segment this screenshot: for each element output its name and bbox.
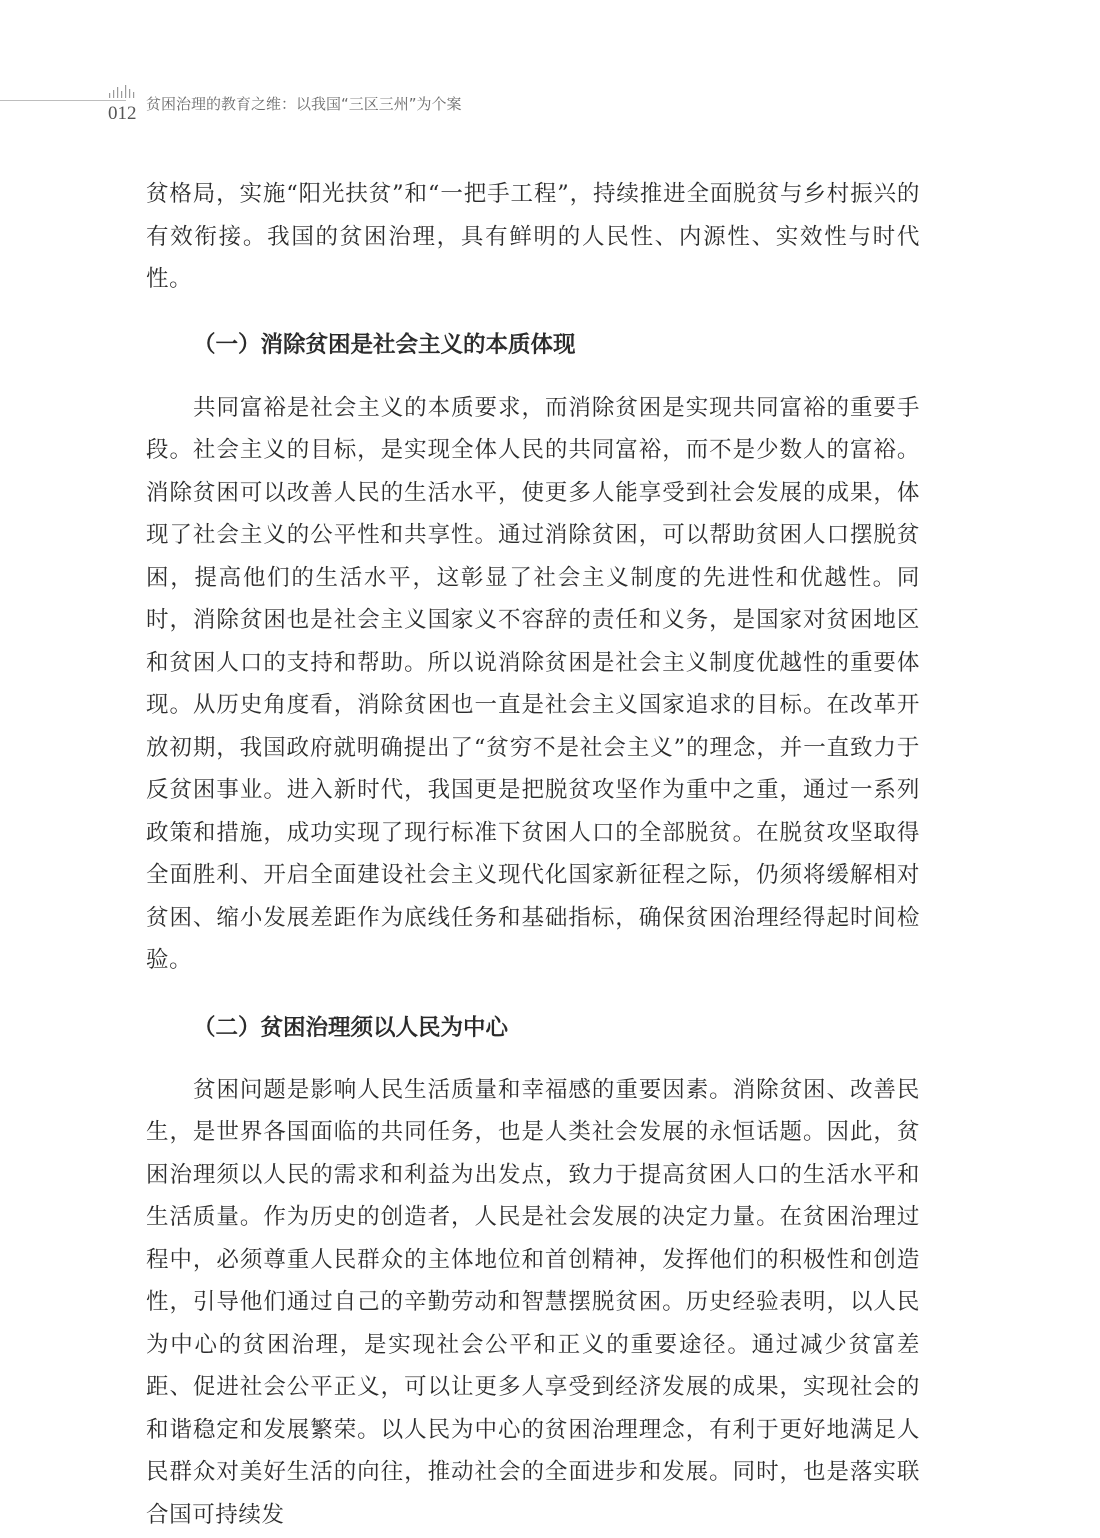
header-rule [0, 100, 126, 101]
running-title: 贫困治理的教育之维：以我国“三区三州”为个案 [146, 95, 462, 113]
section-1-paragraph: 共同富裕是社会主义的本质要求，而消除贫困是实现共同富裕的重要手段。社会主义的目标，是实现全体人民的共同富裕，而不是少数人的富裕。消除贫困可以改善人民的生活水平，使更多人能享受到社会发展的成果，体现了社会主义的公平性和共享性。通过消除贫困，可以帮助贫困人口摆脱贫困，提高他们的生活水平，这彰显了社会主义制度的先进性和优越性。同时，消除贫困也是社会主义国家义不容辞的责任和义务，是国家对贫困地区和贫困人口的支持和帮助。所以说消除贫困是社会主义制度优越性的重要体现。从历史角度看，消除贫困也一直是社会主义国家追求的目标。在改革开放初期，我国政府就明确提出了“贫穷不是社会主义”的理念，并一直致力于反贫困事业。进入新时代，我国更是把脱贫攻坚作为重中之重，通过一系列政策和措施，成功实现了现行标准下贫困人口的全部脱贫。在脱贫攻坚取得全面胜利、开启全面建设社会主义现代化国家新征程之际，仍须将缓解相对贫困、缩小发展差距作为底线任务和基础指标，确保贫困治理经得起时间检验。 [146, 394, 920, 973]
section-heading-1: （一）消除贫困是社会主义的本质体现 [193, 331, 576, 358]
section-heading-2: （二）贫困治理须以人民为中心 [193, 1014, 509, 1041]
continuation-paragraph: 贫格局，实施“阳光扶贫”和“一把手工程”，持续推进全面脱贫与乡村振兴的有效衔接。我国的贫困治理，具有鲜明的人民性、内源性、实效性与时代性。 [146, 181, 920, 292]
bar-chart-ornament-icon [108, 84, 138, 98]
page-number: 012 [108, 103, 137, 124]
page-body [146, 173, 920, 1536]
section-2-paragraph: 贫困问题是影响人民生活质量和幸福感的重要因素。消除贫困、改善民生，是世界各国面临的共同任务，也是人类社会发展的永恒话题。因此，贫困治理须以人民的需求和利益为出发点，致力于提高贫困人口的生活水平和生活质量。作为历史的创造者，人民是社会发展的决定力量。在贫困治理过程中，必须尊重人民群众的主体地位和首创精神，发挥他们的积极性和创造性，引导他们通过自己的辛勤劳动和智慧摆脱贫困。历史经验表明，以人民为中心的贫困治理，是实现社会公平和正义的重要途径。通过减少贫富差距、促进社会公平正义，可以让更多人享受到经济发展的成果，实现社会的和谐稳定和发展繁荣。以人民为中心的贫困治理理念，有利于更好地满足人民群众对美好生活的向往，推动社会的全面进步和发展。同时，也是落实联合国可持续发 [146, 1076, 920, 1528]
